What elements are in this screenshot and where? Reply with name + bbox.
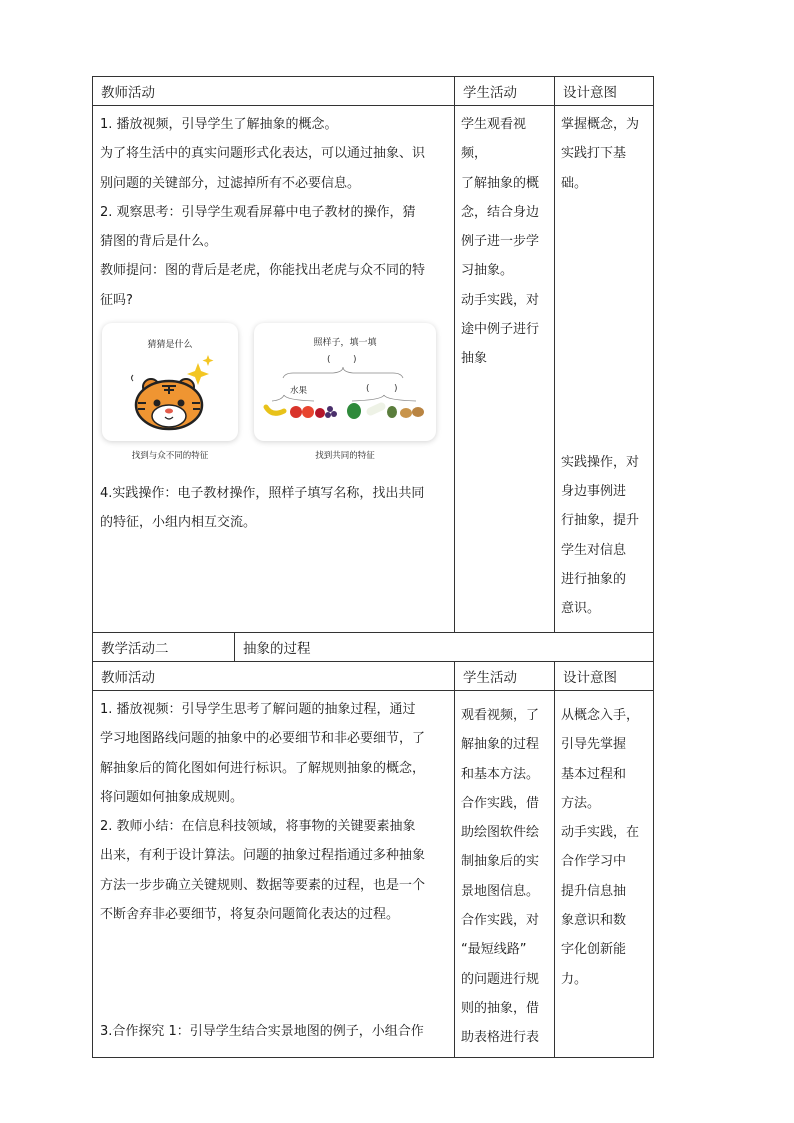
text-line: 动手实践，在 <box>561 825 640 841</box>
text-line: 意识。 <box>561 601 601 617</box>
text-line: 学习地图路线问题的抽象中的必要细节和非必要细节，了 <box>100 731 426 747</box>
text-line: 引导先掌握 <box>561 737 627 753</box>
text-line: 3.合作探究 1：引导学生结合实景地图的例子，小组合作 <box>100 1024 424 1040</box>
text-line: 础。 <box>561 175 588 191</box>
fruit-label: 水果 <box>290 386 308 397</box>
text-line: 掌握概念，为 <box>561 117 640 132</box>
teacher-text-last <box>100 1017 448 1046</box>
text-line: 念，结合身边 <box>461 204 540 220</box>
text-line: 则的抽象，借 <box>461 1000 540 1016</box>
text-line: 方法。 <box>561 795 601 811</box>
lesson-table <box>92 76 654 1058</box>
text-line: 助表格进行表 <box>461 1030 540 1046</box>
text-line: 4.实践操作：电子教材操作，照样子填写名称，找出共同 <box>100 486 425 502</box>
textbook-images <box>102 323 448 461</box>
section1-header-row <box>93 77 654 106</box>
text-line: 将问题如何抽象成规则。 <box>100 789 244 805</box>
lesson-plan-page <box>92 76 653 1066</box>
fill-in-card <box>254 323 436 441</box>
text-line: 景地图信息。 <box>461 883 540 899</box>
text-line: 观看视频，了 <box>461 708 540 723</box>
text-line: 制抽象后的实 <box>461 854 540 870</box>
section1-teacher-cell <box>93 106 455 633</box>
svg-text:): ) <box>394 384 398 395</box>
activity-two-title: 抽象的过程 <box>235 633 654 662</box>
text-line: 1. 播放视频，引导学生了解抽象的概念。 <box>100 117 338 132</box>
text-line: 动手实践，对 <box>461 292 540 308</box>
teacher-practice-block <box>100 479 448 538</box>
teacher-text-block <box>100 110 448 315</box>
card-title: 猜猜是什么 <box>147 340 193 351</box>
text-line: 力。 <box>561 971 588 987</box>
text-line: 的特征，小组内相互交流。 <box>100 515 257 531</box>
fruit-veg-figure <box>254 323 436 461</box>
text-line: 猜图的背后是什么。 <box>100 234 218 250</box>
student-text-block <box>461 701 549 1053</box>
teacher-activity-header: 教师活动 <box>93 662 455 691</box>
text-line: 例子进一步学 <box>461 234 540 250</box>
text-line: 实践打下基 <box>561 146 627 162</box>
teacher-text-block <box>100 695 448 929</box>
text-line: 象意识和数 <box>561 913 627 929</box>
text-line: 合作实践，借 <box>461 795 540 811</box>
text-line: 合作学习中 <box>561 854 627 870</box>
section1-student-cell <box>455 106 555 633</box>
text-line: 解抽象后的简化图如何进行标识。了解规则抽象的概念， <box>100 760 426 776</box>
design-text-top <box>561 110 648 198</box>
section2-title-row <box>93 633 654 662</box>
text-line: 为了将生活中的真实问题形式化表达，可以通过抽象、识 <box>100 146 426 162</box>
section2-design-cell <box>555 691 654 1058</box>
text-line: 抽象 <box>461 351 488 367</box>
tiger-icon <box>102 323 238 441</box>
card-caption: 找到共同的特征 <box>315 451 375 462</box>
activity-two-label: 教学活动二 <box>93 633 235 662</box>
design-intent-header: 设计意图 <box>555 77 654 106</box>
section1-body-row <box>93 106 654 633</box>
section2-body-row <box>93 691 654 1058</box>
section2-header-row <box>93 662 654 691</box>
text-line: “最短线路” <box>461 942 527 958</box>
text-line: 解抽象的过程 <box>461 737 540 753</box>
guess-card <box>102 323 238 441</box>
teacher-activity-header: 教师活动 <box>93 77 455 106</box>
design-intent-header: 设计意图 <box>555 662 654 691</box>
text-line: 字化创新能 <box>561 942 627 958</box>
text-line: 合作实践，对 <box>461 913 540 929</box>
text-line: 征吗? <box>100 292 133 308</box>
section2-student-cell <box>455 691 555 1058</box>
text-line: 出来，有利于设计算法。问题的抽象过程指通过多种抽象 <box>100 848 426 864</box>
text-line: 和基本方法。 <box>461 766 540 782</box>
text-line: 2. 教师小结：在信息科技领域，将事物的关键要素抽象 <box>100 819 416 835</box>
text-line: 1. 播放视频：引导学生思考了解问题的抽象过程，通过 <box>100 702 416 717</box>
text-line: 学生观看视频， <box>461 117 527 162</box>
text-line: 习抽象。 <box>461 263 514 279</box>
text-line: 从概念入手， <box>561 708 640 723</box>
svg-text:(: ( <box>327 355 331 366</box>
svg-text:(: ( <box>366 384 370 395</box>
text-line: 基本过程和 <box>561 766 627 782</box>
text-line: 别问题的关键部分，过滤掉所有不必要信息。 <box>100 175 361 191</box>
design-text-block <box>561 701 648 994</box>
text-line: 学生对信息 <box>561 542 627 558</box>
student-activity-header: 学生活动 <box>455 662 555 691</box>
classification-diagram <box>254 323 436 441</box>
text-line: 助绘图软件绘 <box>461 825 540 841</box>
tiger-figure <box>102 323 238 461</box>
text-line: 途中例子进行 <box>461 322 540 338</box>
text-line: 实践操作，对 <box>561 454 640 470</box>
text-line: 身边事例进 <box>561 484 627 500</box>
card-title: 照样子，填一填 <box>313 338 377 349</box>
student-text-block <box>461 110 549 374</box>
text-line: 2. 观察思考：引导学生观看屏幕中电子教材的操作，猜 <box>100 204 416 220</box>
text-line: 的问题进行规 <box>461 971 540 987</box>
student-activity-header: 学生活动 <box>455 77 555 106</box>
text-line: 方法一步步确立关键规则、数据等要素的过程，也是一个 <box>100 877 426 893</box>
text-line: 提升信息抽 <box>561 883 627 899</box>
section2-teacher-cell <box>93 691 455 1058</box>
text-line: 不断舍弃非必要细节，将复杂问题简化表达的过程。 <box>100 907 400 923</box>
design-text-bottom <box>561 448 648 624</box>
section1-design-cell <box>555 106 654 633</box>
text-line: 进行抽象的 <box>561 572 627 588</box>
text-line: 行抽象，提升 <box>561 513 640 529</box>
svg-text:): ) <box>353 355 357 366</box>
card-caption: 找到与众不同的特征 <box>131 451 209 462</box>
text-line: 教师提问：图的背后是老虎，你能找出老虎与众不同的特 <box>100 263 426 279</box>
text-line: 了解抽象的概 <box>461 175 540 191</box>
